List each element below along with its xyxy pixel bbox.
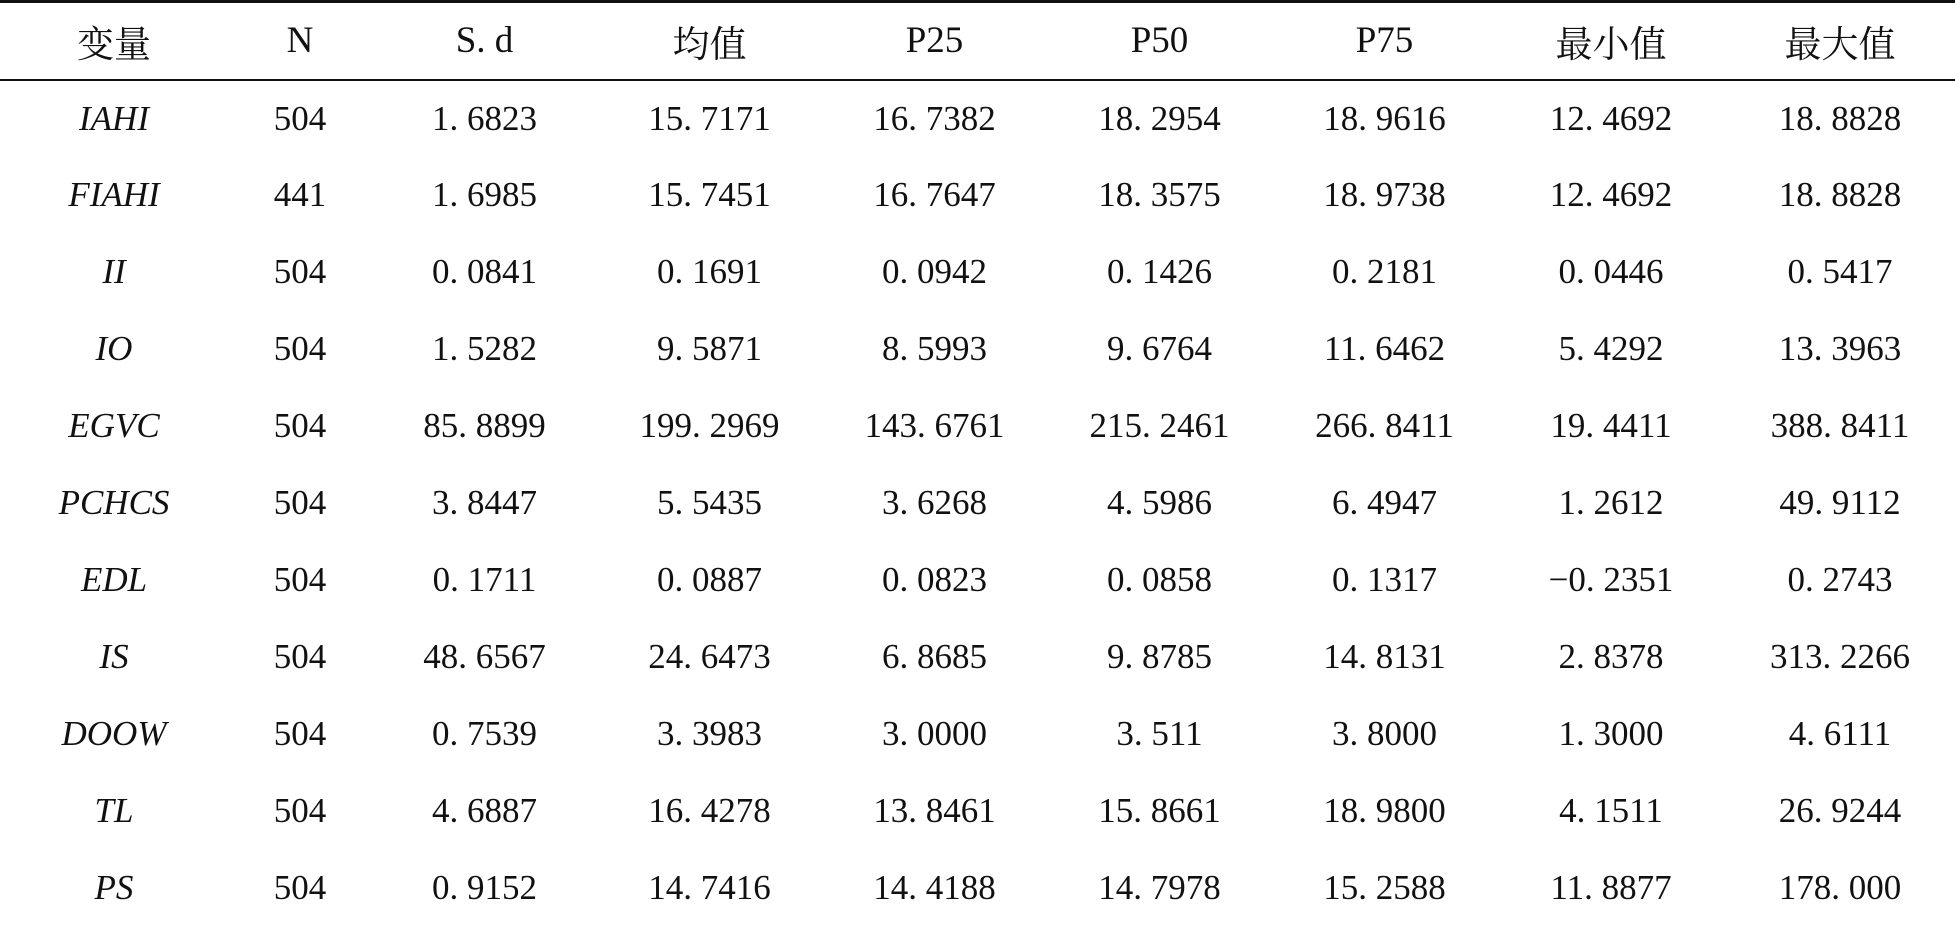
header-n: N [228, 2, 372, 80]
cell-std-dev: 1. 6985 [432, 175, 537, 214]
cell-std-dev: 0. 0841 [432, 252, 537, 291]
cell-p25: 143. 6761 [864, 406, 1005, 445]
cell-min: −0. 2351 [1548, 560, 1674, 599]
cell-mean: 3. 3983 [657, 714, 762, 753]
header-max: 最大值 [1725, 2, 1955, 80]
cell-p50: 15. 8661 [1098, 791, 1221, 830]
cell-std-dev: 0. 9152 [432, 868, 537, 907]
cell-min: 1. 3000 [1558, 714, 1664, 753]
header-p25: P25 [822, 2, 1047, 80]
table-row [0, 234, 1955, 311]
header-p50: P50 [1047, 2, 1272, 80]
cell-variable: TL [94, 791, 134, 830]
cell-variable: PS [94, 868, 134, 907]
cell-mean: 9. 5871 [657, 329, 762, 368]
cell-p75: 11. 6462 [1323, 329, 1446, 368]
cell-max: 178. 000 [1778, 868, 1902, 907]
cell-mean: 24. 6473 [648, 637, 771, 676]
cell-p25: 0. 0942 [882, 252, 987, 291]
cell-variable: PCHCS [58, 483, 170, 522]
cell-min: 12. 4692 [1549, 98, 1673, 138]
cell-p50: 18. 3575 [1098, 175, 1221, 214]
cell-n: 504 [273, 714, 327, 753]
cell-std-dev: 48. 6567 [423, 637, 546, 676]
cell-p50: 14. 7978 [1098, 868, 1221, 907]
table-row [0, 465, 1955, 542]
cell-min: 2. 8378 [1558, 637, 1664, 676]
cell-n: 504 [273, 98, 327, 138]
table-row [0, 542, 1955, 619]
cell-min: 19. 4411 [1550, 406, 1672, 445]
cell-max: 13. 3963 [1778, 329, 1902, 368]
table-row [0, 388, 1955, 465]
cell-variable: EGVC [68, 406, 160, 445]
cell-mean: 0. 0887 [657, 560, 762, 599]
cell-p25: 3. 0000 [882, 714, 987, 753]
cell-max: 0. 5417 [1787, 252, 1893, 291]
header-p75: P75 [1272, 2, 1497, 80]
cell-p50: 3. 511 [1116, 714, 1203, 753]
header-std-dev: S. d [372, 2, 597, 80]
cell-p50: 215. 2461 [1089, 406, 1230, 445]
cell-max: 388. 8411 [1770, 406, 1910, 445]
cell-p75: 18. 9616 [1323, 98, 1446, 138]
cell-p50: 4. 5986 [1107, 483, 1212, 522]
cell-mean: 16. 4278 [648, 791, 771, 830]
cell-min: 12. 4692 [1549, 175, 1673, 214]
table-row [0, 850, 1955, 927]
header-min: 最小值 [1497, 2, 1725, 80]
cell-max: 26. 9244 [1778, 791, 1902, 830]
cell-p25: 14. 4188 [873, 868, 996, 907]
cell-p50: 9. 8785 [1107, 637, 1212, 676]
cell-mean: 15. 7451 [648, 175, 771, 214]
cell-std-dev: 3. 8447 [432, 483, 537, 522]
cell-std-dev: 1. 6823 [432, 98, 537, 138]
cell-min: 0. 0446 [1558, 252, 1664, 291]
cell-min: 5. 4292 [1558, 329, 1664, 368]
cell-n: 504 [273, 252, 327, 291]
cell-std-dev: 85. 8899 [423, 406, 546, 445]
table-row [0, 157, 1955, 234]
cell-p75: 14. 8131 [1323, 637, 1446, 676]
cell-n: 504 [273, 329, 327, 368]
cell-p25: 16. 7382 [873, 98, 996, 138]
cell-p25: 3. 6268 [882, 483, 987, 522]
cell-p75: 6. 4947 [1332, 483, 1437, 522]
cell-n: 504 [273, 791, 327, 830]
header-mean: 均值 [597, 2, 822, 80]
cell-mean: 0. 1691 [657, 252, 762, 291]
table-header [0, 2, 1955, 80]
cell-p25: 13. 8461 [873, 791, 996, 830]
cell-p25: 0. 0823 [882, 560, 987, 599]
table-row [0, 80, 1955, 157]
table-row [0, 773, 1955, 850]
header-row [0, 2, 1955, 80]
table-row [0, 696, 1955, 773]
cell-mean: 199. 2969 [639, 406, 780, 445]
cell-p50: 18. 2954 [1098, 98, 1221, 138]
cell-max: 0. 2743 [1787, 560, 1893, 599]
cell-std-dev: 4. 6887 [432, 791, 537, 830]
cell-max: 4. 6111 [1788, 714, 1892, 753]
cell-max: 18. 8828 [1778, 175, 1902, 214]
table-body [0, 80, 1955, 927]
cell-variable: IS [99, 637, 129, 676]
cell-max: 18. 8828 [1778, 98, 1902, 138]
cell-std-dev: 0. 1711 [432, 560, 537, 599]
table-row [0, 311, 1955, 388]
cell-std-dev: 1. 5282 [432, 329, 537, 368]
cell-p75: 0. 1317 [1332, 560, 1437, 599]
cell-n: 504 [273, 483, 327, 522]
cell-n: 504 [273, 868, 327, 907]
cell-n: 504 [273, 560, 327, 599]
table-row [0, 619, 1955, 696]
cell-p25: 16. 7647 [873, 175, 996, 214]
cell-p75: 18. 9738 [1323, 175, 1446, 214]
cell-min: 1. 2612 [1558, 483, 1664, 522]
cell-variable: IO [95, 329, 133, 368]
cell-p75: 3. 8000 [1332, 714, 1437, 753]
cell-p75: 266. 8411 [1315, 406, 1454, 445]
cell-p50: 0. 1426 [1107, 252, 1212, 291]
cell-p75: 18. 9800 [1323, 791, 1446, 830]
cell-n: 504 [273, 637, 327, 676]
cell-p25: 8. 5993 [882, 329, 987, 368]
cell-variable: II [102, 252, 126, 291]
cell-std-dev: 0. 7539 [432, 714, 537, 753]
cell-variable: IAHI [79, 98, 149, 138]
cell-mean: 14. 7416 [648, 868, 771, 907]
cell-p75: 0. 2181 [1332, 252, 1437, 291]
cell-p50: 9. 6764 [1107, 329, 1212, 368]
cell-mean: 5. 5435 [657, 483, 762, 522]
cell-min: 11. 8877 [1550, 868, 1672, 907]
cell-p50: 0. 0858 [1107, 560, 1212, 599]
cell-p75: 15. 2588 [1323, 868, 1446, 907]
cell-variable: FIAHI [68, 175, 160, 214]
cell-n: 504 [273, 406, 327, 445]
cell-max: 313. 2266 [1770, 637, 1910, 676]
cell-n: 441 [273, 175, 327, 214]
cell-min: 4. 1511 [1559, 791, 1663, 830]
cell-p25: 6. 8685 [882, 637, 987, 676]
cell-variable: EDL [80, 560, 148, 599]
cell-max: 49. 9112 [1779, 483, 1901, 522]
cell-variable: DOOW [61, 714, 167, 753]
header-variable: 变量 [0, 2, 228, 80]
cell-mean: 15. 7171 [648, 98, 771, 138]
